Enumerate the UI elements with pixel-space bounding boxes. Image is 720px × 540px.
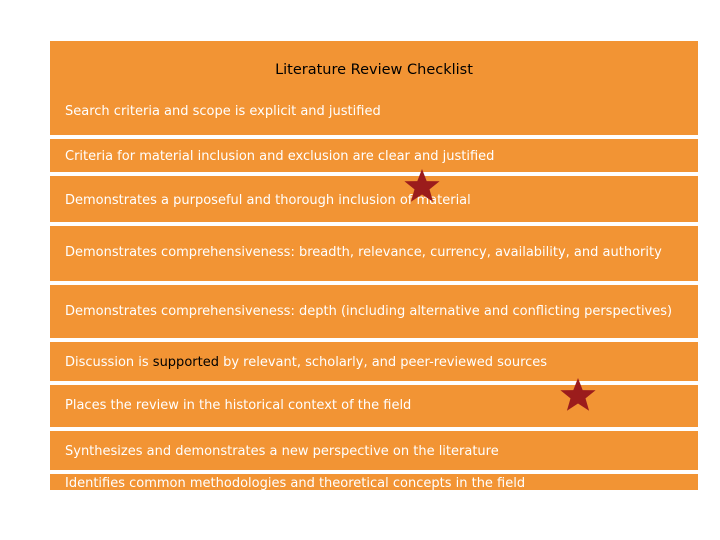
checklist-item: [50, 139, 698, 172]
page-title: Literature Review Checklist: [275, 62, 473, 78]
checklist-item: [50, 385, 698, 427]
checklist-item-text: [65, 355, 547, 371]
checklist-item: [50, 342, 698, 381]
checklist-table: [50, 41, 698, 490]
checklist-item: [50, 226, 698, 281]
title-cell: [50, 41, 698, 93]
star-icon: [558, 376, 598, 416]
checklist-item-text: Synthesizes and demonstrates a new perspective on the literature: [65, 444, 499, 459]
checklist-item-text-end: by relevant, scholarly, and peer-reviewed sources: [218, 355, 548, 370]
checklist-item-text: Demonstrates comprehensiveness: depth (including alternative and conflicting perspectives): [65, 304, 673, 319]
checklist-item-text: Identifies common methodologies and theoretical concepts in the field: [65, 476, 526, 490]
star-icon: [402, 167, 442, 207]
checklist-item-text-start: Discussion is: [65, 355, 153, 370]
checklist-item-text: Places the review in the historical context of the field: [65, 398, 412, 413]
checklist-item-text: Demonstrates a purposeful and thorough inclusion of material: [65, 193, 471, 208]
checklist-item-text: Demonstrates comprehensiveness: breadth, relevance, currency, availability, and authority: [65, 245, 662, 260]
checklist-item-text: Search criteria and scope is explicit and justified: [65, 104, 381, 119]
checklist-item-text: Criteria for material inclusion and exclusion are clear and justified: [65, 149, 495, 164]
checklist-item: [50, 93, 698, 135]
checklist-item: [50, 431, 698, 470]
highlighted-word: supported: [152, 355, 219, 370]
checklist-item: [50, 285, 698, 338]
checklist-item: [50, 176, 698, 222]
checklist-item: [50, 474, 698, 490]
